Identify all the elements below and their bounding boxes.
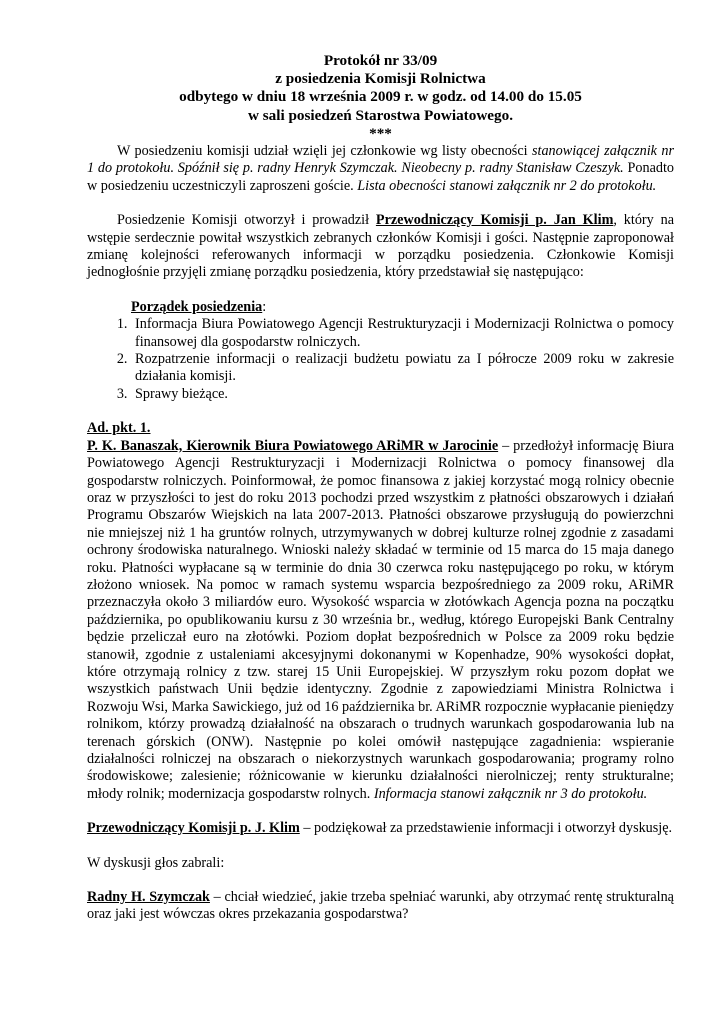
thanks-paragraph [87,820,674,837]
spacer [87,195,674,212]
attachment-note: Informacja stanowi załącznik nr 3 do protokołu. [373,785,648,802]
spacer [87,872,674,889]
attendance-note: Lista obecności stanowi załącznik nr 2 do protokołu. [357,177,657,194]
chairman-name: Przewodniczący Komisji p. Jan Klim [375,212,614,229]
spacer [87,282,674,299]
attendance-note: stanowiącej załącznik nr 1 do protokołu. Spóźnił się p. radny Henryk Szymczak. Nieobecny p. radny Stanisław Czeszyk. [87,143,674,177]
spacer [87,803,674,820]
title-line: odbytego w dniu 18 września 2009 r. w godz. od 14.00 do 15.05 [179,88,582,106]
agenda-item: 2. Rozpatrzenie informacji o realizacji budżetu powiatu za I półrocze 2009 roku w zakresie działania komisji. [131,351,674,386]
agenda-heading [87,299,674,316]
title-line: Protokół nr 33/09 [323,52,438,69]
point-heading: Ad. pkt. 1. [87,420,151,437]
question-paragraph [87,889,674,924]
agenda-heading-label: Porządek posiedzenia [131,298,263,315]
question-text: – chciał wiedzieć, jakie trzeba spełniać warunki, aby otrzymać rentę strukturalną oraz jaki jest wówczas okres przekazania gospodarstwa? [87,889,674,923]
attendance-text: W posiedzeniu komisji udział wzięli jej członkowie wg listy obecności [117,143,532,160]
spacer [87,838,674,855]
document-title [87,52,674,143]
opening-paragraph [87,212,674,282]
opening-text: , który na wstępie serdecznie powitał wszystkich zebranych członków Komisji i gości. Następnie zaproponował zmianę kolejności referowanych informacji w porządku posiedzenia. Członkowie Komisji jednogłośnie przyjęli zmianę porządku posiedzenia, który przedstawiał się następująco: [87,212,675,281]
agenda-item: 3. Sprawy bieżące. [131,386,674,403]
speaker-name: Przewodniczący Komisji p. J. Klim [87,820,300,837]
title-separator: *** [369,124,392,142]
title-line: z posiedzenia Komisji Rolnictwa [275,70,486,88]
opening-text: Posiedzenie Komisji otworzył i prowadził [117,212,376,229]
agenda-heading-colon: : [262,298,267,315]
title-line: w sali posiedzeń Starostwa Powiatowego. [247,106,514,124]
discussion-heading: W dyskusji głos zabrali: [87,854,225,871]
spacer [87,403,674,420]
speaker-name: Radny H. Szymczak [87,889,210,906]
point1-paragraph [87,438,674,804]
point1-text: – przedłożył informację Biura Powiatowego Agencji Restrukturyzacji i Modernizacji Rolnictwa o pomocy finansowej dla gospodarstw rolniczych. Poinformował, że pomoc finansowa z jakiej korzystać mogą rolnicy obecnie oraz w przyszłości to jest do roku 2013 pochodzi przed wszystkim z płatności obszarowych i działań Programu Obszarów Wiejskich na lata 2007-2013. Płatności obszarowe przysługują do powierzchni nie mniejszej niż 1 ha gruntów rolnych, utrzymywanych w dobrej kulturze rolnej zgodnie z zasadami ochrony środowiska naturalnego. Wnioski należy składać w terminie od 15 marca do 15 maja danego roku. Płatności wypłacane są w terminie do dnia 30 czerwca roku następującego po roku, w którym złożono wniosek. Na pomoc w ramach systemu wsparcia bezpośredniego za 2009 roku, ARiMR przeznaczyła około 3 miliardów euro. Wysokość wsparcia w złotówkach Agencja pozna na początku października, po opublikowaniu kursu z 30 września br., według, którego Europejski Bank Centralny będzie przeliczał euro na złotówki. Poziom dopłat bezpośrednich w Polsce za 2009 roku będzie stanowił, zgodnie z ustaleniami akcesyjnymi dokonanymi w Kopenhadze, 90% wysokości dopłat, które otrzymają rolnicy z tzw. starej 15 Unii Europejskiej. W przyszłym roku pozom dopłat we wszystkich państwach Unii będzie identyczny. Zgodnie z zapowiedziami Ministra Rolnictwa i Rozwoju Wsi, Marka Sawickiego, już od 16 października br. ARiMR rozpocznie wypłacanie pieniędzy rolnikom, którzy prowadzą działalność na obszarach o trudnych warunkach gospodarowania lub na terenach górskich (ONW). Następnie po kolei omówił następujące zagadnienia: wspieranie działalności rolniczej na obszarach o niekorzystnych warunkach gospodarowania; programy rolno środowiskowe; zalesienie; różnicowanie w kierunku działalności nierolniczej; renty strukturalne; młody rolnik; modernizacja gospodarstw rolnych. [87,437,674,802]
agenda-item: 1. Informacja Biura Powiatowego Agencji Restrukturyzacji i Modernizacji Rolnictwa o pomocy finansowej dla gospodarstw rolniczych. [131,316,674,351]
attendance-paragraph [87,143,674,195]
attendance-text: Ponadto w posiedzeniu uczestniczyli zaproszeni goście. [87,160,674,194]
thanks-text: – podziękował za przedstawienie informacji i otworzył dyskusję. [299,820,673,837]
agenda-list [87,316,674,403]
speaker-name: P. K. Banaszak, Kierownik Biura Powiatowego ARiMR w Jarocinie [87,437,499,454]
